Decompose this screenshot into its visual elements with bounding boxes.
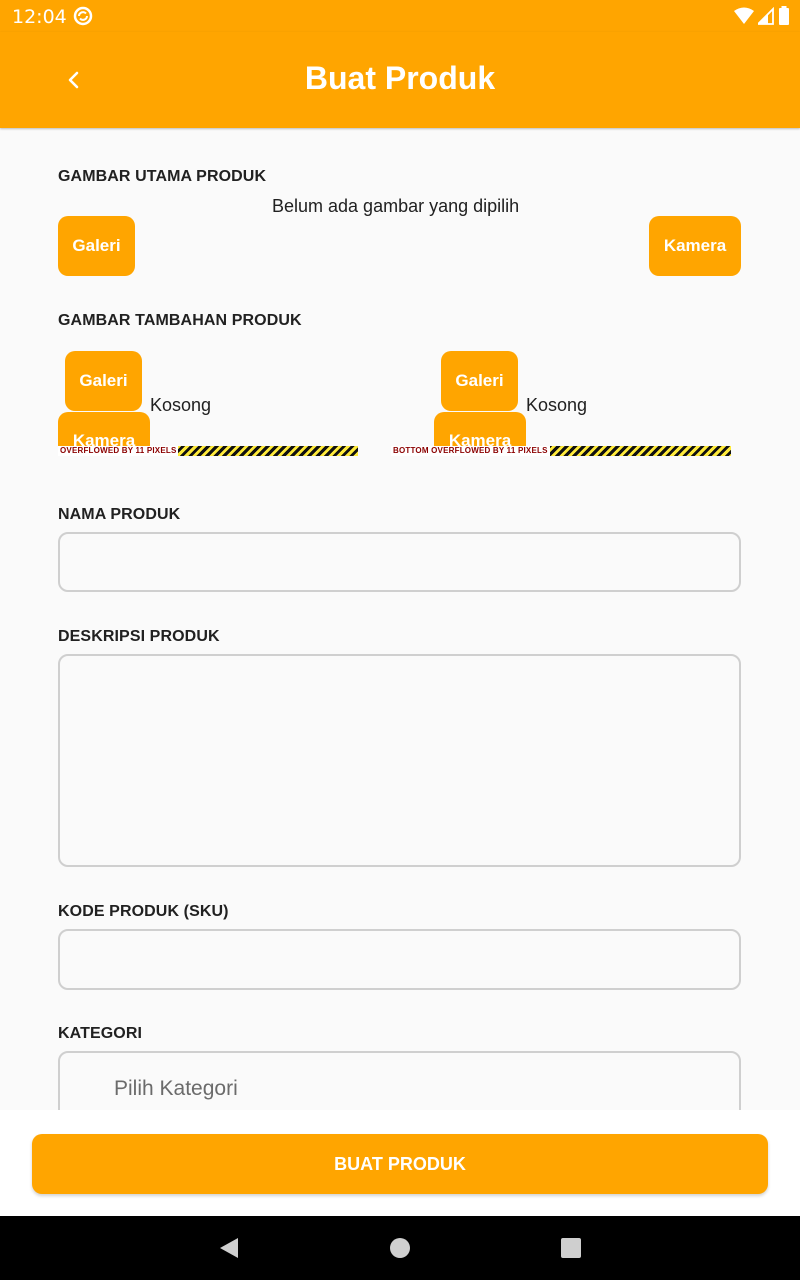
app-bar [0,32,800,128]
overflow-warning-1 [58,446,358,456]
extra-image-slot-2 [432,348,732,446]
form-content[interactable] [0,130,800,1110]
description-input[interactable] [60,656,739,865]
description-field [58,654,741,867]
sync-icon [73,6,93,26]
category-label: KATEGORI [58,1025,143,1042]
main-image-empty-text: Belum ada gambar yang dipilih [272,196,520,216]
overflow-warning-text-2: BOTTOM OVERFLOWED BY 11 PIXELS [393,446,548,455]
extra-status-1: Kosong [150,395,212,415]
system-nav-bar [0,1216,800,1280]
extra-camera-button-2[interactable]: Kamera [434,412,526,446]
category-placeholder: Pilih Kategori [114,1077,238,1100]
sku-field [58,929,741,990]
wifi-icon [734,7,754,25]
signal-icon [758,7,774,25]
status-icons [734,6,790,26]
sku-input[interactable] [60,931,739,988]
nav-home-icon[interactable] [389,1237,411,1259]
name-label: NAMA PRODUK [58,506,181,523]
extra-images-label: GAMBAR TAMBAHAN PRODUK [58,312,302,329]
extra-gallery-button-2[interactable]: Galeri [441,351,518,411]
battery-icon [778,6,790,26]
category-select[interactable] [58,1051,741,1110]
nav-back-icon[interactable] [218,1237,240,1259]
main-image-label: GAMBAR UTAMA PRODUK [58,168,267,185]
extra-status-2: Kosong [526,395,588,415]
status-bar [0,0,800,32]
extra-gallery-button-1[interactable]: Galeri [65,351,142,411]
create-product-button[interactable]: BUAT PRODUK [32,1134,768,1194]
overflow-warning-text-1: OVERFLOWED BY 11 PIXELS [60,446,177,455]
overflow-warning-2 [391,446,731,456]
main-camera-button[interactable]: Kamera [649,216,741,276]
sku-label: KODE PRODUK (SKU) [58,903,229,920]
extra-camera-button-1[interactable]: Kamera [58,412,150,446]
name-field [58,532,741,592]
bottom-bar [0,1110,800,1216]
page-title: Buat Produk [304,60,496,96]
extra-image-slot-1 [56,348,396,446]
nav-recents-icon[interactable] [561,1238,581,1258]
name-input[interactable] [60,534,739,590]
main-gallery-button[interactable]: Galeri [58,216,135,276]
status-time: 12:04 [12,6,67,28]
description-label: DESKRIPSI PRODUK [58,628,220,645]
